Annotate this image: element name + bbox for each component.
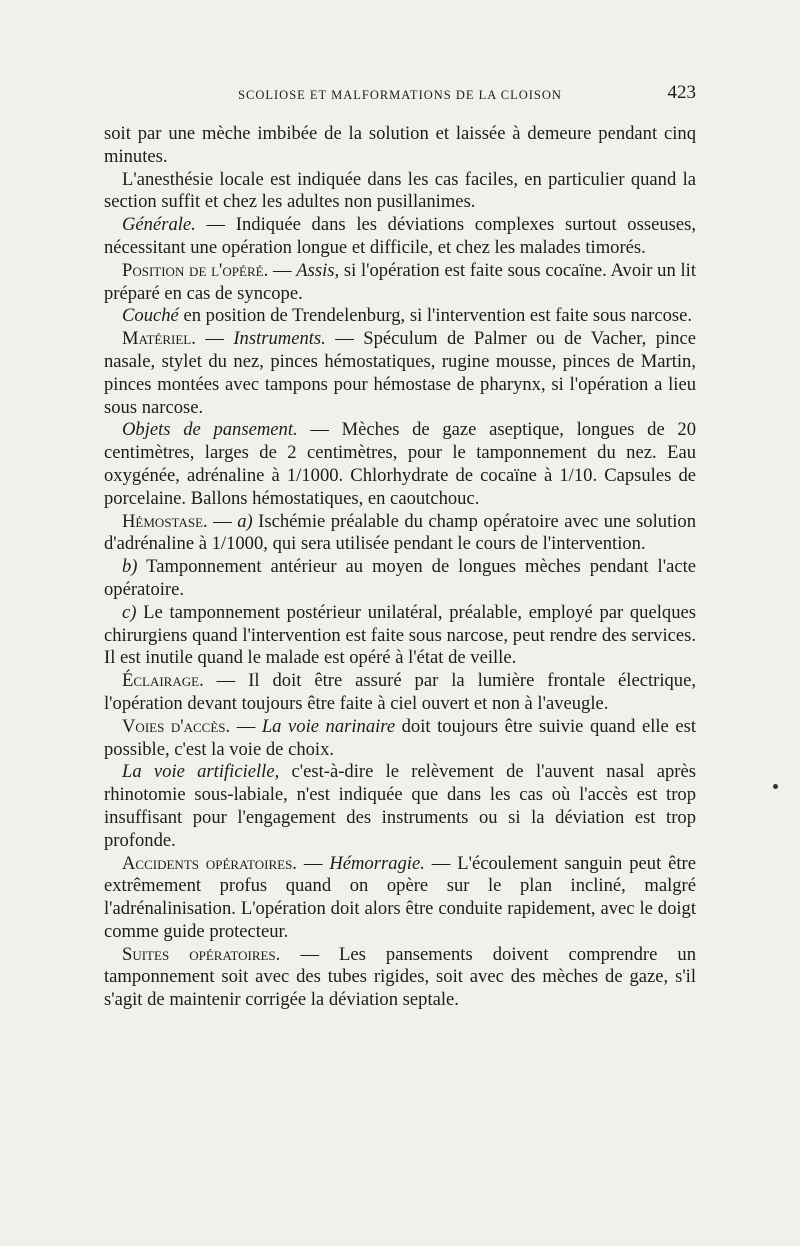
paragraph: Couché en position de Trendelenburg, si l'intervention est faite sous narcose.	[122, 305, 693, 327]
section-heading: Voies d'accès.	[122, 715, 231, 737]
italic-lead: Instruments.	[233, 328, 326, 350]
section-heading: Suites opératoires.	[122, 943, 281, 965]
italic-lead: a)	[237, 510, 253, 532]
section-heading: Éclairage.	[122, 670, 204, 692]
italic-lead: La voie narinaire	[261, 715, 396, 737]
paragraph: Éclairage. — Il doit être assuré par la lumière frontale électrique, l'opération devant toujours être faite à ciel ouvert et non à l'aveugle.	[104, 670, 696, 714]
section-heading: Hémostase.	[122, 510, 208, 532]
section-heading: Matériel.	[122, 328, 196, 350]
paragraph: Position de l'opéré. — Assis, si l'opération est faite sous cocaïne. Avoir un lit préparé en cas de syncope.	[104, 259, 696, 304]
paragraph: Hémostase. — a) Ischémie préalable du champ opératoire avec une solution d'adrénaline à 1/1000, qui sera utilisée pendant le cours de l'intervention.	[104, 510, 696, 555]
italic-lead: Générale.	[122, 214, 196, 236]
running-title: SCOLIOSE ET MALFORMATIONS DE LA CLOISON	[238, 88, 562, 102]
italic-lead: Assis,	[296, 259, 340, 281]
paragraph: Matériel. — Instruments. — Spéculum de Palmer ou de Vacher, pince nasale, stylet du nez, pinces hémostatiques, rugine mousse, pinces de Martin, pinces montées avec tampons pour hémostase de pharynx, si l'opération a lieu sous narcose.	[104, 328, 696, 418]
section-heading: Position de l'opéré.	[122, 259, 269, 281]
italic-lead: b)	[122, 556, 138, 578]
italic-lead: c)	[122, 601, 137, 623]
paragraph: Générale. — Indiquée dans les déviations complexes surtout osseuses, nécessitant une opération longue et difficile, et chez les malades timorés.	[104, 214, 696, 258]
page-body	[104, 123, 696, 1012]
paragraph: soit par une mèche imbibée de la solution et laissée à demeure pendant cinq minutes.	[104, 123, 696, 167]
paragraph: Objets de pansement. — Mèches de gaze aseptique, longues de 20 centimètres, larges de 2 centimètres, pour le tamponnement du nez. Eau oxygénée, adrénaline à 1/1000. Chlorhydrate de cocaïne à 1/10. Capsules de porcelaine. Ballons hémostatiques, en caoutchouc.	[104, 419, 696, 509]
italic-lead: La voie artificielle,	[122, 761, 280, 783]
paragraph: Voies d'accès. — La voie narinaire doit toujours être suivie quand elle est possible, c'est la voie de choix.	[104, 715, 696, 760]
italic-lead: Objets de pansement.	[122, 419, 298, 441]
paragraph: L'anesthésie locale est indiquée dans les cas faciles, en particulier quand la section suffit et chez les adultes non pusillanimes.	[104, 168, 696, 213]
paragraph: b) Tamponnement antérieur au moyen de longues mèches pendant l'acte opératoire.	[104, 556, 696, 600]
paragraph: Suites opératoires. — Les pansements doivent comprendre un tamponnement soit avec des tubes rigides, soit avec des mèches de gaze, s'il s'agit de maintenir corrigée la déviation septale.	[104, 943, 696, 1011]
ink-speck	[773, 784, 778, 789]
italic-lead: Hémorragie.	[329, 852, 425, 874]
paragraph: Accidents opératoires. — Hémorragie. — L'écoulement sanguin peut être extrêmement profus quand on opère sur le plan incliné, malgré l'adrénalinisation. L'opération doit alors être conduite rapidement, avec le doigt comme guide protecteur.	[104, 852, 696, 942]
italic-lead: Couché	[122, 305, 179, 327]
paragraph: c) Le tamponnement postérieur unilatéral, préalable, employé par quelques chirurgiens quand l'intervention est faite sous narcose, peut rendre des services. Il est inutile quand le malade est opéré à l'état de veille.	[104, 601, 696, 669]
paragraph: La voie artificielle, c'est-à-dire le relèvement de l'auvent nasal après rhinotomie sous-labiale, n'est indiquée que dans les cas où l'accès est trop insuffisant pour l'engagement des instruments ou si la déviation est trop profonde.	[104, 761, 696, 851]
page-number: 423	[667, 82, 696, 103]
section-heading: Accidents opératoires.	[122, 852, 297, 874]
